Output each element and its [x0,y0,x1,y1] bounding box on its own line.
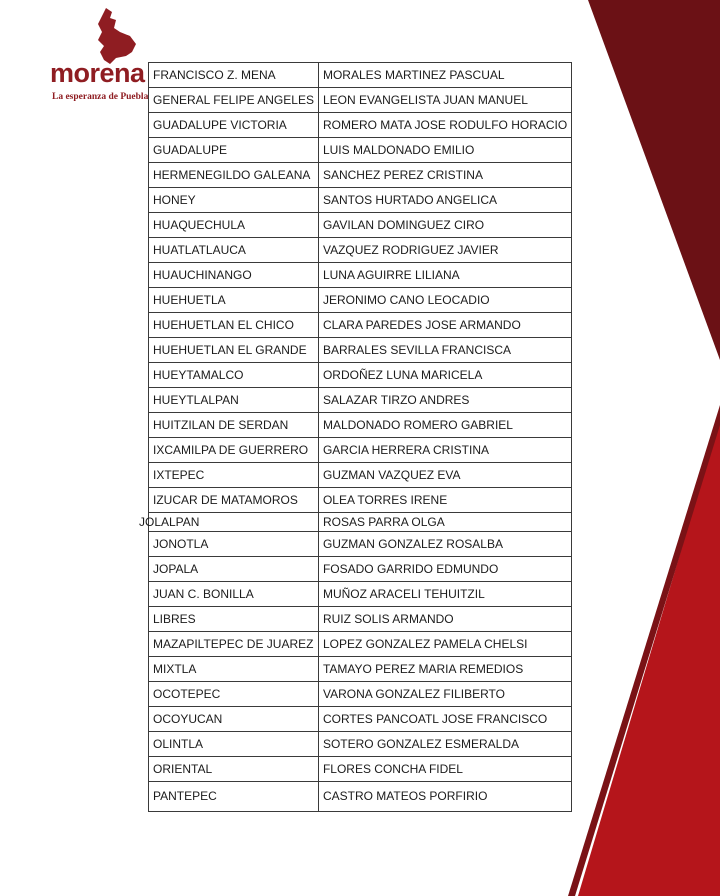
candidate-name-cell: LUIS MALDONADO EMILIO [318,138,571,163]
table-row [149,338,572,363]
candidate-name-cell: TAMAYO PEREZ MARIA REMEDIOS [318,657,571,682]
municipality-cell: HERMENEGILDO GALEANA [149,163,319,188]
candidate-name-cell: SANCHEZ PEREZ CRISTINA [318,163,571,188]
municipality-cell: ORIENTAL [149,757,319,782]
municipality-cell: IZUCAR DE MATAMOROS [149,488,319,513]
candidate-name-cell: ROSAS PARRA OLGA [318,513,571,532]
table-row [149,138,572,163]
candidate-name-cell: VAZQUEZ RODRIGUEZ JAVIER [318,238,571,263]
candidate-name-cell: LUNA AGUIRRE LILIANA [318,263,571,288]
table-row [149,582,572,607]
logo-tagline: La esperanza de Puebla [52,92,149,102]
table-row [149,213,572,238]
candidate-name-cell: SOTERO GONZALEZ ESMERALDA [318,732,571,757]
table-row [149,782,572,812]
municipality-cell: HUITZILAN DE SERDAN [149,413,319,438]
candidate-name-cell: GAVILAN DOMINGUEZ CIRO [318,213,571,238]
candidate-name-cell: GUZMAN GONZALEZ ROSALBA [318,532,571,557]
municipality-cell: OCOTEPEC [149,682,319,707]
candidate-name-cell: MUÑOZ ARACELI TEHUITZIL [318,582,571,607]
municipality-cell: JONOTLA [149,532,319,557]
municipality-cell: GENERAL FELIPE ANGELES [149,88,319,113]
table-row [149,732,572,757]
table-row [149,682,572,707]
candidate-name-cell: ROMERO MATA JOSE RODULFO HORACIO [318,113,571,138]
table-row [149,313,572,338]
candidate-name-cell: BARRALES SEVILLA FRANCISCA [318,338,571,363]
candidate-name-cell: CLARA PAREDES JOSE ARMANDO [318,313,571,338]
municipality-cell: LIBRES [149,607,319,632]
candidate-name-cell: FOSADO GARRIDO EDMUNDO [318,557,571,582]
candidate-name-cell: FLORES CONCHA FIDEL [318,757,571,782]
municipality-cell: MIXTLA [149,657,319,682]
municipality-cell: HUATLATLAUCA [149,238,319,263]
municipality-cell: FRANCISCO Z. MENA [149,63,319,88]
table-row [149,413,572,438]
municipality-cell: JOPALA [149,557,319,582]
candidate-name-cell: CASTRO MATEOS PORFIRIO [318,782,571,812]
table-row [149,113,572,138]
dark-band [588,0,720,360]
table-row [149,607,572,632]
table-row [149,88,572,113]
candidate-name-cell: LEON EVANGELISTA JUAN MANUEL [318,88,571,113]
table-row [149,532,572,557]
municipality-cell: OCOYUCAN [149,707,319,732]
table-row [149,363,572,388]
candidate-name-cell: LOPEZ GONZALEZ PAMELA CHELSI [318,632,571,657]
table-row [149,63,572,88]
table-row [149,488,572,513]
table-row [149,163,572,188]
table-row [149,188,572,213]
morena-logo [50,6,160,106]
logo-wordmark: morena [50,58,145,88]
table-row [149,632,572,657]
municipality-cell: MAZAPILTEPEC DE JUAREZ [149,632,319,657]
candidate-name-cell: MALDONADO ROMERO GABRIEL [318,413,571,438]
table-row [149,288,572,313]
municipality-cell: OLINTLA [149,732,319,757]
municipality-cell: HUAUCHINANGO [149,263,319,288]
candidate-name-cell: GARCIA HERRERA CRISTINA [318,438,571,463]
candidate-name-cell: VARONA GONZALEZ FILIBERTO [318,682,571,707]
table-row [149,657,572,682]
municipality-cell: HUEHUETLAN EL GRANDE [149,338,319,363]
candidate-name-cell: MORALES MARTINEZ PASCUAL [318,63,571,88]
table-row [149,707,572,732]
municipality-cell: HUEYTAMALCO [149,363,319,388]
candidate-name-cell: RUIZ SOLIS ARMANDO [318,607,571,632]
candidate-name-cell: JERONIMO CANO LEOCADIO [318,288,571,313]
table-row [149,757,572,782]
table-row [149,513,572,532]
municipality-cell: GUADALUPE [149,138,319,163]
municipality-cell: GUADALUPE VICTORIA [149,113,319,138]
municipality-cell: IXTEPEC [149,463,319,488]
municipality-cell: HUEHUETLAN EL CHICO [149,313,319,338]
municipality-cell: IXCAMILPA DE GUERRERO [149,438,319,463]
municipality-cell: PANTEPEC [149,782,319,812]
municipality-cell: HUAQUECHULA [149,213,319,238]
roster-table [139,62,572,812]
table-row [149,388,572,413]
table-row [149,238,572,263]
candidate-name-cell: SANTOS HURTADO ANGELICA [318,188,571,213]
municipality-cell: HONEY [149,188,319,213]
table-row [149,557,572,582]
table-row [149,438,572,463]
municipality-cell: HUEYTLALPAN [149,388,319,413]
municipality-cell: HUEHUETLA [149,288,319,313]
municipality-cell: JUAN C. BONILLA [149,582,319,607]
candidate-name-cell: SALAZAR TIRZO ANDRES [318,388,571,413]
candidate-name-cell: CORTES PANCOATL JOSE FRANCISCO [318,707,571,732]
candidate-name-cell: ORDOÑEZ LUNA MARICELA [318,363,571,388]
table-row [149,263,572,288]
candidate-name-cell: OLEA TORRES IRENE [318,488,571,513]
candidate-name-cell: GUZMAN VAZQUEZ EVA [318,463,571,488]
municipality-cell: JOLALPAN [139,513,309,532]
table-row [149,463,572,488]
